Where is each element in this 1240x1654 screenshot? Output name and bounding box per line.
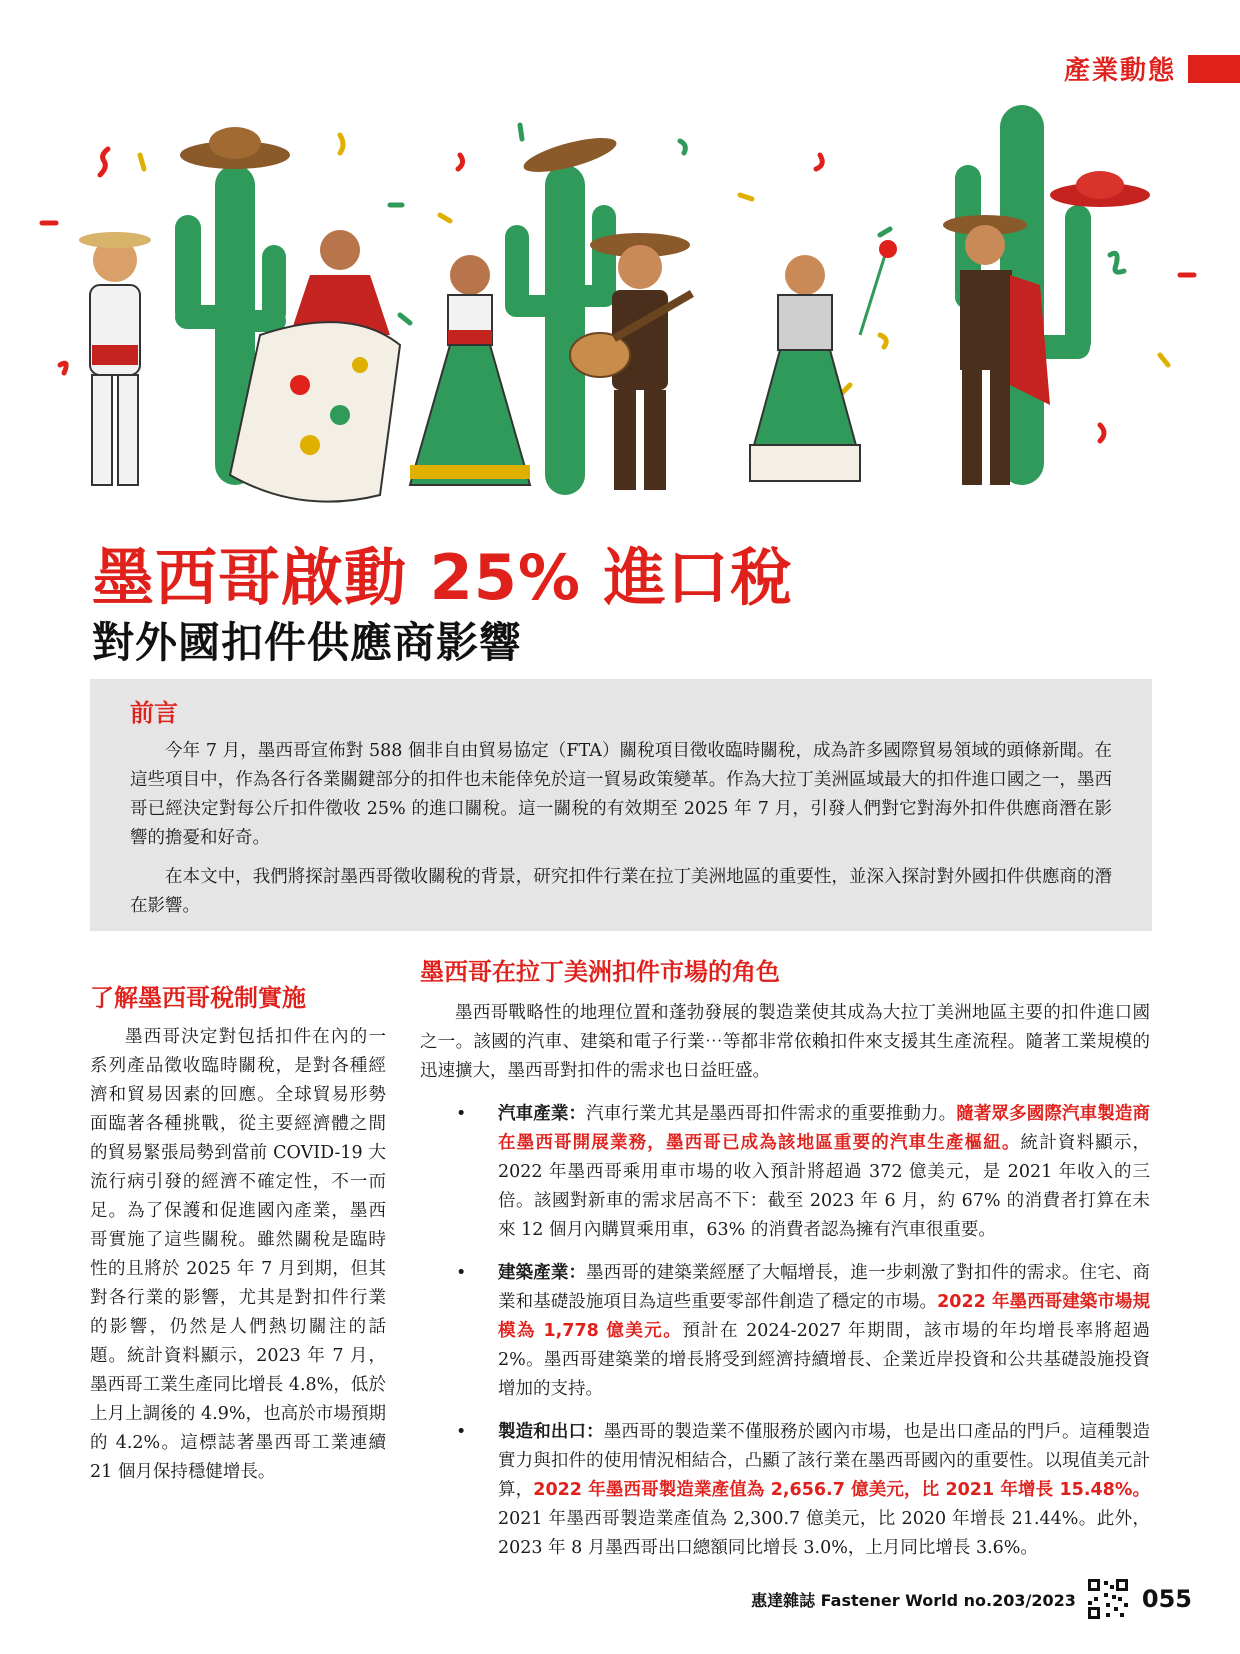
- section-tag-label: 產業動態: [1063, 56, 1176, 86]
- left-section-title: 了解墨西哥稅制實施: [90, 984, 306, 1012]
- intro-title: 前言: [130, 699, 178, 727]
- left-section-body: 墨西哥決定對包括扣件在內的一系列產品徵收臨時關稅，是對各種經濟和貿易因素的回應。全球貿易形勢面臨著各種挑戰，從主要經濟體之間的貿易緊張局勢到當前 COVID-19 大流行病引發的經濟不確定性，不一而足。為了保護和促進國內產業，墨西哥實施了這些關稅。雖然關稅是臨時性的且將於 2025 年 7 月到期，但其對各行業的影響，尤其是對扣件行業的影響，仍然是人們熱切關注的話題。統計資料顯示，2023 年 7 月，墨西哥工業生產同比增長 4.8%，低於上月上調後的 4.9%，也高於市場預期的 4.2%。這標誌著墨西哥工業連續 21 個月保持穩健增長。: [90, 1027, 386, 1482]
- left-column: [90, 978, 386, 1487]
- bullet-construction: [420, 1259, 1150, 1404]
- bullet-label: 製造和出口：: [498, 1422, 604, 1442]
- bullet-label: 建築產業：: [498, 1263, 587, 1283]
- bullet-text: 預計在 2024-2027 年期間，該市場的年均增長率將超過 2%。墨西哥建築業的增長將受到經濟持續增長、企業近岸投資和公共基礎設施投資增加的支持。: [498, 1321, 1151, 1399]
- figure-mariachi: [570, 233, 694, 490]
- bullet-automotive: [420, 1100, 1150, 1245]
- right-column: [420, 952, 1150, 1577]
- figure-man-white: [79, 232, 151, 485]
- intro-paragraph: 今年 7 月，墨西哥宣佈對 588 個非自由貿易協定（FTA）關稅項目徵收臨時關稅，成為許多國際貿易領域的頭條新聞。在這些項目中，作為各行各業關鍵部分的扣件也未能倖免於這一貿易政策變革。作為大拉丁美洲區域最大的扣件進口國之一，墨西哥已經決定對每公斤扣件徵收 25% 的進口關稅。這一關稅的有效期至 2025 年 7 月，引發人們對它對海外扣件供應商潛在影響的擔憂和好奇。: [130, 741, 1112, 848]
- bullet-highlight: 隨著眾多國際汽車製造商在墨西哥開展業務，墨西哥已成為該地區重要的汽車生產樞紐。: [498, 1104, 1150, 1153]
- bullet-dot-icon: •: [456, 1104, 467, 1124]
- bullet-text: 汽車行業尤其是墨西哥扣件需求的重要推動力。: [586, 1104, 957, 1124]
- intro-box: [90, 679, 1152, 931]
- magazine-name: 惠達雜誌 Fastener World no.203/2023: [751, 1590, 1076, 1610]
- figure-dancer: [230, 230, 400, 502]
- bullet-text: 統計資料顯示，2022 年墨西哥乘用車市場的收入預計將超過 372 億美元，是 2021 年收入的三倍。該國對新車的需求居高不下：截至 2023 年 6 月，約 67% 的消費者打算在未來 12 個月內購買乘用車，63% 的消費者認為擁有汽車很重要。: [498, 1133, 1151, 1240]
- bullet-text: 墨西哥的建築業經歷了大幅增長，進一步刺激了對扣件的需求。住宅、商業和基礎設施項目為這些重要零部件創造了穩定的市場。: [498, 1263, 1150, 1312]
- bullet-highlight: 2022 年墨西哥製造業產值為 2,656.7 億美元，比 2021 年增長 15.48%。: [533, 1480, 1150, 1500]
- right-section-body: 墨西哥戰略性的地理位置和蓬勃發展的製造業使其成為大拉丁美洲地區主要的扣件進口國之一。該國的汽車、建築和電子行業⋯等都非常依賴扣件來支援其生產流程。隨著工業規模的迅速擴大，墨西哥對扣件的需求也日益旺盛。: [420, 1003, 1150, 1081]
- bullet-dot-icon: •: [456, 1263, 467, 1283]
- figure-woman-rose: [750, 240, 897, 481]
- bullet-dot-icon: •: [456, 1422, 467, 1442]
- section-tag: [1064, 50, 1240, 87]
- intro-paragraph: 在本文中，我們將探討墨西哥徵收關稅的背景，研究扣件行業在拉丁美洲地區的重要性，並深入探討對外國扣件供應商的潛在影響。: [130, 867, 1112, 916]
- bullet-label: 汽車產業：: [498, 1104, 587, 1124]
- page-number: 055: [1141, 1585, 1192, 1613]
- right-section-title: 墨西哥在拉丁美洲扣件市場的角色: [420, 958, 780, 986]
- bullet-text: 墨西哥的製造業不僅服務於國內市場，也是出口產品的門戶。這種製造實力與扣件的使用情況相結合，凸顯了該行業在墨西哥國內的重要性。以現值美元計算，: [498, 1422, 1150, 1500]
- bullet-text: 2021 年墨西哥製造業產值為 2,300.7 億美元，比 2020 年增長 21.44%。此外，2023 年 8 月墨西哥出口總額同比增長 3.0%，上月同比增長 3.6%。: [498, 1509, 1150, 1558]
- hero-illustration: [0, 95, 1240, 525]
- subheadline: 對外國扣件供應商影響: [92, 618, 523, 667]
- section-tag-bar: [1188, 55, 1240, 83]
- headline: 墨西哥啟動 25% 進口稅: [92, 541, 793, 614]
- page-footer: [751, 1577, 1192, 1621]
- intro-body: [130, 737, 1112, 931]
- qr-code-icon[interactable]: [1086, 1577, 1130, 1621]
- bullet-manufacturing: [420, 1418, 1150, 1563]
- cactus-middle: [505, 165, 616, 495]
- bullet-highlight: 2022 年墨西哥建築市場規模為 1,778 億美元。: [498, 1292, 1150, 1341]
